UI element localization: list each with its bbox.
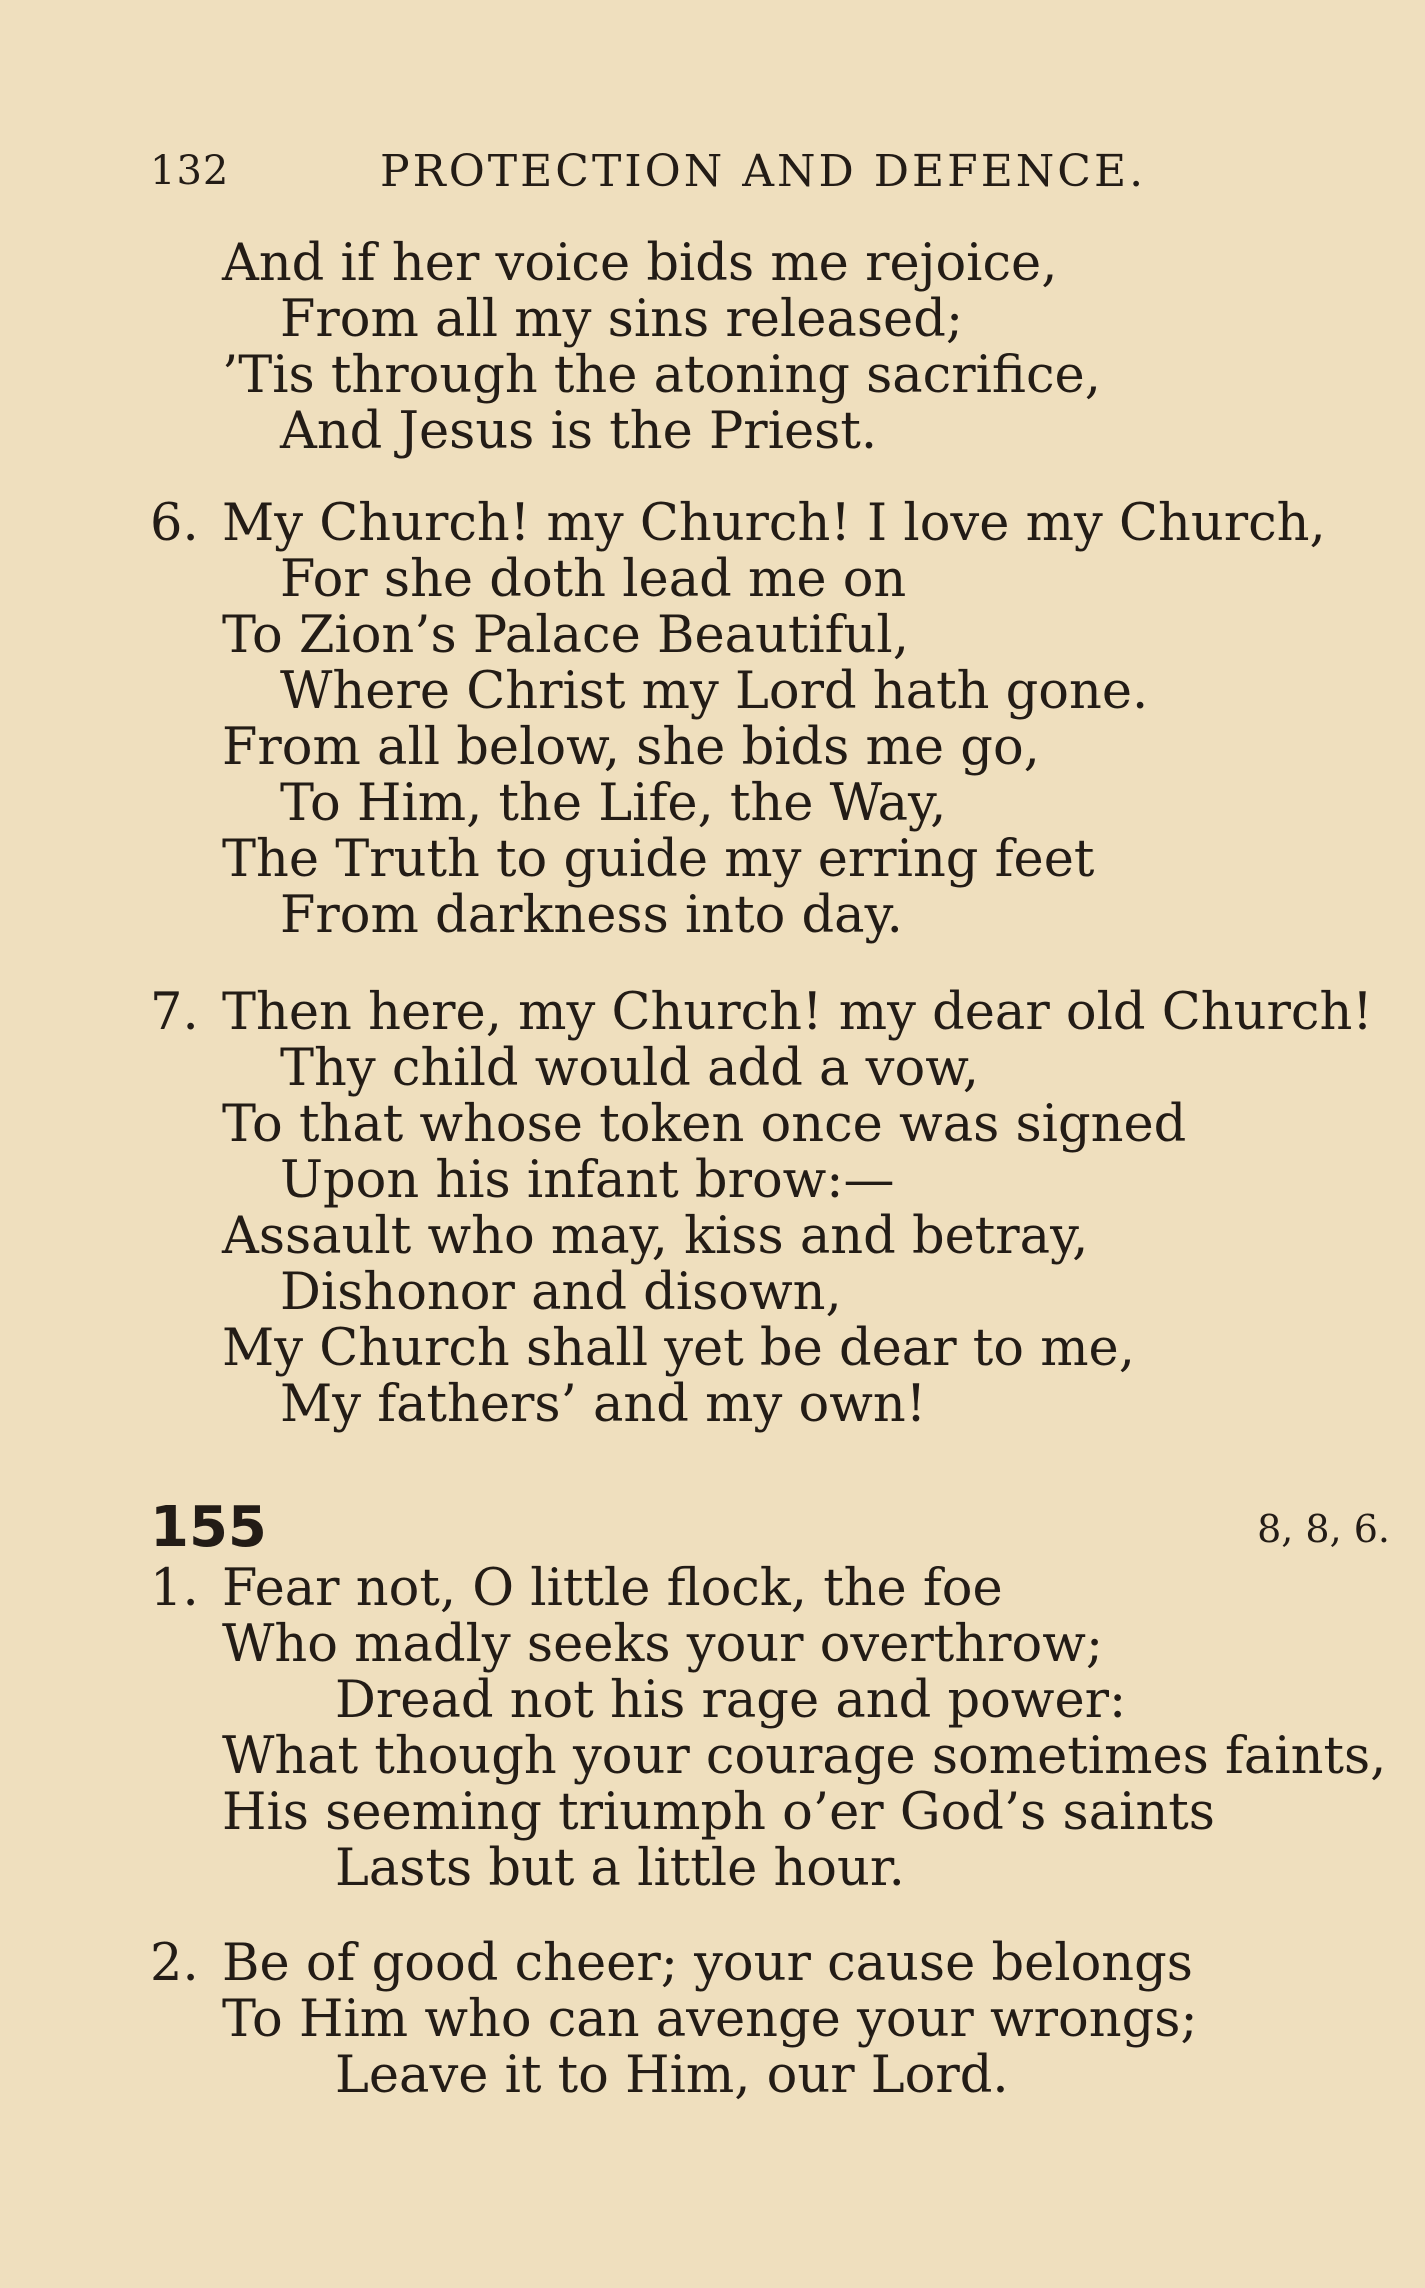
- hymn-155-verse-1: [150, 1561, 1386, 1897]
- hymn-meter: 8, 8, 6.: [1257, 1507, 1390, 1551]
- verse-line: From all my sins released;: [280, 290, 964, 349]
- verse-line: Where Christ my Lord hath gone.: [280, 662, 1149, 721]
- verse-line: Thy child would add a vow,: [280, 1039, 980, 1098]
- verse-number: 2.: [150, 1934, 199, 1993]
- verse-line: To Him, the Life, the Way,: [280, 774, 947, 833]
- verse-line: And if her voice bids me rejoice,: [222, 234, 1058, 293]
- page-number: 132: [150, 148, 230, 194]
- verse-line-text: Fear not, O little flock, the foe: [222, 1559, 1003, 1618]
- verse-line: Dread not his rage and power:: [335, 1671, 1127, 1730]
- verse-line: And Jesus is the Priest.: [280, 402, 878, 461]
- verse-line: My Church shall yet be dear to me,: [222, 1319, 1135, 1378]
- hymn-155-verse-2: [150, 1936, 1198, 2104]
- verse-line: Assault who may, kiss and betray,: [222, 1207, 1089, 1266]
- verse-number: 1.: [150, 1559, 199, 1618]
- verse-line: Lasts but a little hour.: [335, 1839, 905, 1898]
- verse-7: [150, 985, 1373, 1433]
- verse-line: The Truth to guide my erring feet: [222, 830, 1095, 889]
- verse-line: ’Tis through the atoning sacrifice,: [222, 346, 1101, 405]
- running-head: PROTECTION AND DEFENCE.: [380, 146, 1147, 197]
- verse-line: Leave it to Him, our Lord.: [335, 2046, 1009, 2105]
- verse-6: [150, 496, 1326, 944]
- verse-line: My fathers’ and my own!: [280, 1375, 927, 1434]
- verse-continuation: [150, 236, 1101, 460]
- verse-line: His seeming triumph o’er God’s saints: [222, 1783, 1215, 1842]
- verse-line-text: Then here, my Church! my dear old Church!: [222, 983, 1373, 1042]
- verse-first-line: [150, 1561, 1386, 1617]
- verse-line: To that whose token once was signed: [222, 1095, 1187, 1154]
- verse-line: Dishonor and disown,: [280, 1263, 842, 1322]
- verse-line: What though your courage sometimes faints,: [222, 1727, 1387, 1786]
- verse-line: From darkness into day.: [280, 886, 903, 945]
- page-header: [150, 140, 1180, 210]
- verse-first-line: [150, 985, 1373, 1041]
- verse-number: 7.: [150, 983, 199, 1042]
- verse-line: Who madly seeks your overthrow;: [222, 1615, 1104, 1674]
- verse-line: For she doth lead me on: [280, 550, 907, 609]
- hymn-number: 155: [150, 1495, 267, 1560]
- verse-line: To Him who can avenge your wrongs;: [222, 1990, 1198, 2049]
- verse-line-text: Be of good cheer; your cause belongs: [222, 1934, 1193, 1993]
- verse-first-line: [150, 1936, 1198, 1992]
- verse-line-text: My Church! my Church! I love my Church,: [222, 494, 1326, 553]
- verse-line: To Zion’s Palace Beautiful,: [222, 606, 909, 665]
- hymn-heading: [150, 1495, 1390, 1565]
- verse-first-line: [150, 496, 1326, 552]
- verse-line: Upon his infant brow:—: [280, 1151, 895, 1210]
- verse-line: From all below, she bids me go,: [222, 718, 1040, 777]
- verse-number: 6.: [150, 494, 199, 553]
